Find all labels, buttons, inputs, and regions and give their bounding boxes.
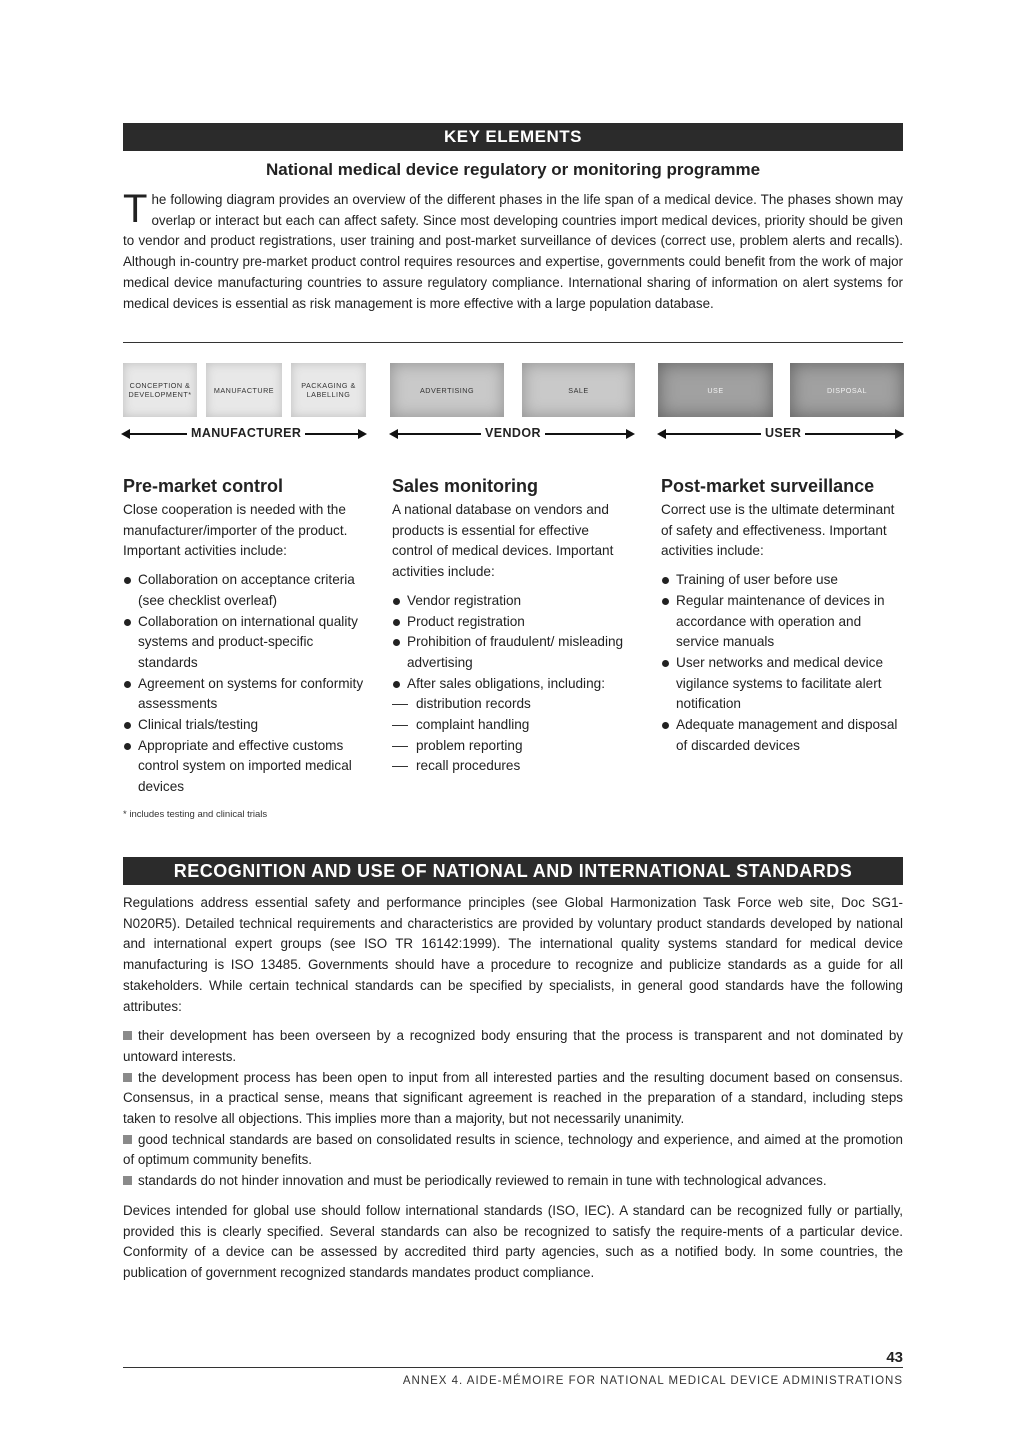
sub-list-item: problem reporting: [392, 736, 632, 757]
phase-box-packaging: [291, 363, 366, 417]
list-item: Adequate management and disposal of discarded devices: [661, 715, 903, 756]
attribute-item: their development has been overseen by a recognized body ensuring that the process is transparent and not dominated by untoward interests.: [123, 1028, 903, 1064]
phase-box-disposal: [790, 363, 904, 417]
standards-paragraph: Devices intended for global use should follow international standards (ISO, IEC). A standard can be recognized fully or partially, provided this is clearly specified. Several standards can also be recognized to satisfy the require-ments of a particular device. Conformity of a device can be assessed by accredited third party agencies, such as a notified body. In some countries, the publication of government recognized standards mandates product compliance.: [123, 1202, 903, 1280]
footer-rule: [123, 1367, 903, 1368]
attribute-item: good technical standards are based on consolidated results in science, technology and experience, and aimed at the promotion of optimum community benefits.: [123, 1131, 903, 1168]
footnote: * includes testing and clinical trials: [123, 809, 268, 820]
list-item: Agreement on systems for conformity assessments: [123, 674, 368, 715]
heading-post-market-surveillance: Post-market surveillance: [661, 476, 875, 496]
square-bullet-icon: [123, 1031, 132, 1040]
bullet-list: [392, 591, 632, 777]
list-item: Appropriate and effective customs control system on imported medical devices: [123, 736, 368, 798]
key-elements-heading: KEY ELEMENTS: [123, 123, 903, 151]
arrow-right-icon: [626, 429, 635, 439]
list-item: Prohibition of fraudulent/ misleading advertising: [392, 632, 632, 673]
arrow-left-icon: [389, 429, 398, 439]
list-item: Vendor registration: [392, 591, 632, 612]
list-item: Product registration: [392, 612, 632, 633]
column-pre-market: [123, 500, 368, 798]
arrow-left-icon: [121, 429, 130, 439]
sub-list-item: recall procedures: [392, 756, 632, 777]
drop-cap: T: [123, 187, 148, 231]
column-intro: Close cooperation is needed with the manufacturer/importer of the product. Important activities include:: [123, 502, 348, 559]
standards-heading: RECOGNITION AND USE OF NATIONAL AND INTERNATIONAL STANDARDS: [123, 857, 903, 885]
bullet-list: [661, 570, 903, 756]
intro-paragraph: [123, 187, 903, 314]
arrow-right-icon: [358, 429, 367, 439]
list-item: Collaboration on acceptance criteria (see checklist overleaf): [123, 570, 368, 611]
square-bullet-icon: [123, 1135, 132, 1144]
programme-subtitle: National medical device regulatory or monitoring programme: [265, 160, 761, 179]
list-item: Regular maintenance of devices in accordance with operation and service manuals: [661, 591, 903, 653]
running-footer: ANNEX 4. AIDE-MÉMOIRE FOR NATIONAL MEDICAL DEVICE ADMINISTRATIONS: [402, 1375, 903, 1387]
column-intro: Correct use is the ultimate determinant of safety and effectiveness. Important activities include:: [661, 502, 895, 559]
square-bullet-icon: [123, 1073, 132, 1082]
phase-label: DISPOSAL: [827, 385, 867, 395]
phase-box-use: [658, 363, 773, 417]
arrow-left-icon: [657, 429, 666, 439]
list-item: User networks and medical device vigilance systems to facilitate alert notification: [661, 653, 903, 715]
phase-label: ADVERTISING: [419, 385, 475, 395]
page-number: 43: [886, 1349, 903, 1366]
column-sales: [392, 500, 632, 777]
list-item: Training of user before use: [661, 570, 903, 591]
phase-box-conception: [123, 363, 197, 417]
column-post-market: [661, 500, 903, 756]
attribute-item: standards do not hinder innovation and must be periodically reviewed to remain in tune with technological advances.: [123, 1171, 903, 1192]
group-label-user: USER: [761, 426, 805, 440]
phase-label: USE: [707, 385, 724, 395]
square-bullet-icon: [123, 1176, 132, 1185]
standards-body: [123, 893, 903, 1284]
sub-list-item: complaint handling: [392, 715, 632, 736]
phase-box-manufacture: [206, 363, 282, 417]
phase-label: SALE: [568, 385, 589, 395]
attribute-item: the development process has been open to input from all interested parties and the resulting document based on consensus. Consensus, in a practical sense, means that significant agreement is reached in the preparation of a standard, including steps taken to resolve all objections. This implies more than a majority, but not necessarily unanimity.: [123, 1069, 903, 1127]
heading-sales-monitoring: Sales monitoring: [392, 476, 539, 496]
intro-text: he following diagram provides an overview of the different phases in the life span of a medical device. The phases shown may overlap or interact but each can affect safety. Since most developing countries import medical devices, priority should be given to vendor and product registrations, user training and post-market surveillance of devices (correct use, problem alerts and recalls). Although in-country pre-market product control requires resources and expertise, governments could benefit from the work of major medical device manufacturing countries to assure regulatory compliance. International sharing of information on alert systems for medical devices is essential as risk management is more effective with a large population database.: [123, 192, 903, 311]
phase-label: MANUFACTURE: [213, 385, 275, 395]
phase-box-advertising: [390, 363, 504, 417]
heading-pre-market-control: Pre-market control: [123, 476, 284, 496]
phase-box-sale: [522, 363, 635, 417]
phase-label: PACKAGING & LABELLING: [301, 381, 356, 399]
phase-label: CONCEPTION & DEVELOPMENT*: [128, 381, 192, 399]
sub-list-item: distribution records: [392, 694, 632, 715]
list-item: Clinical trials/testing: [123, 715, 368, 736]
standards-paragraph: Regulations address essential safety and performance principles (see Global Harmonization Task Force web site, Doc SG1-N020R5). Detailed technical requirements and characteristics are provided by voluntary product standards developed by national and international expert groups (see ISO TR 16142:1999). The international quality systems standard for medical device manufacturing is ISO 13485. Governments should have a procedure to recognize and publicize standards as a guide for all stakeholders. While certain technical standards can be specified by specialists, in general good standards have the following attributes:: [123, 895, 903, 1014]
group-label-manufacturer: MANUFACTURER: [187, 426, 305, 440]
section-divider: [123, 342, 903, 343]
bullet-list: [123, 570, 368, 798]
group-label-vendor: VENDOR: [481, 426, 545, 440]
arrow-right-icon: [895, 429, 904, 439]
list-item: After sales obligations, including:: [392, 674, 632, 695]
list-item: Collaboration on international quality systems and product-specific standards: [123, 612, 368, 674]
column-intro: A national database on vendors and products is essential for effective control of medical devices. Important activities include:: [392, 502, 614, 580]
